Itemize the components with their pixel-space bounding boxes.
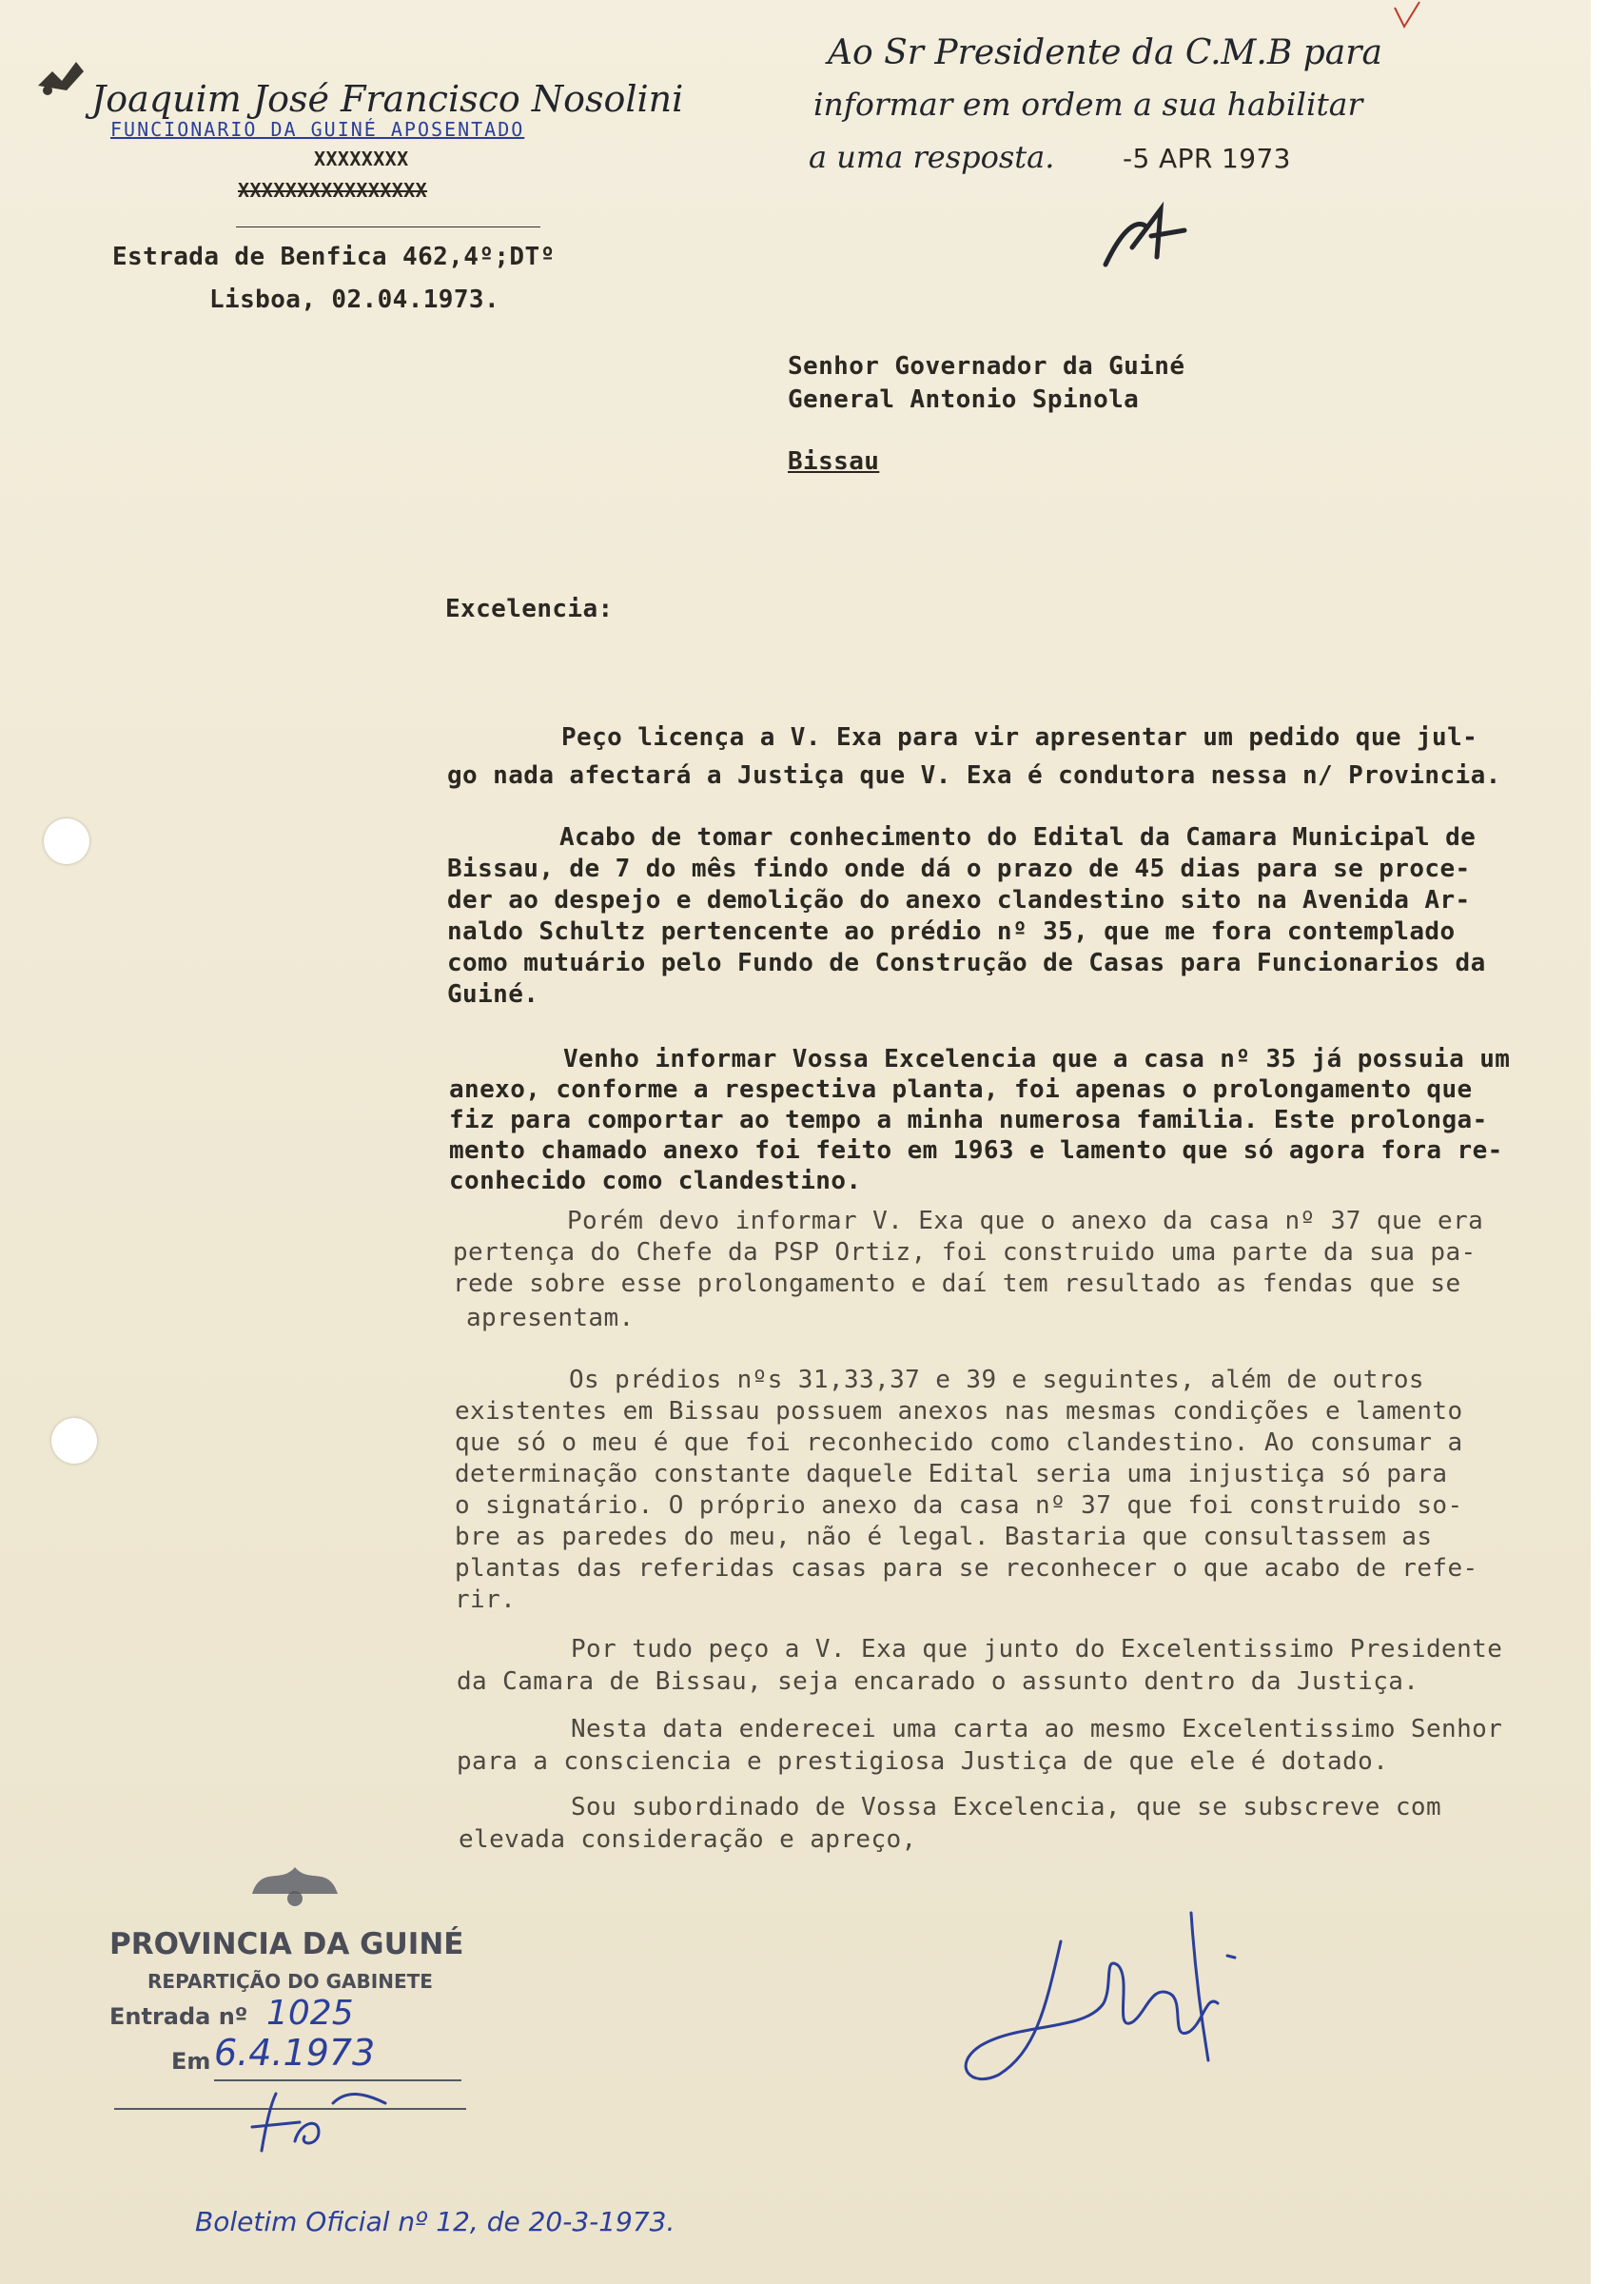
punch-hole-upper	[44, 818, 89, 864]
recipient-city: Bissau	[788, 447, 880, 476]
punch-hole-lower	[51, 1418, 97, 1464]
place-date: Lisboa, 02.04.1973.	[209, 286, 500, 314]
p8-line-2: elevada consideração e apreço,	[459, 1825, 917, 1854]
p5-line-3: que só o meu é que foi reconhecido como clandestino. Ao consumar a	[455, 1428, 1463, 1457]
p3-line-4: mento chamado anexo foi feito em 1963 e lamento que só agora fora re-	[449, 1136, 1503, 1165]
p2-line-2: Bissau, de 7 do mês findo onde dá o prazo de 45 dias para se proce-	[447, 855, 1471, 883]
p3-line-2: anexo, conforme a respectiva planta, foi apenas o prolongamento que	[449, 1075, 1473, 1104]
p2-line-1: Acabo de tomar conhecimento do Edital da Camara Municipal de	[559, 823, 1477, 852]
p3-line-5: conhecido como clandestino.	[449, 1167, 862, 1195]
p5-line-4: determinação constante daquele Edital seria uma injustiça só para	[455, 1460, 1448, 1488]
p5-line-2: existentes em Bissau possuem anexos nas mesmas condições e lamento	[455, 1397, 1463, 1426]
annotation-line-3: a uma resposta.	[809, 139, 1055, 175]
p4-line-1: Porém devo informar V. Exa que o anexo da casa nº 37 que era	[567, 1207, 1484, 1235]
p2-line-3: der ao despejo e demolição do anexo clandestino sito na Avenida Ar-	[447, 886, 1471, 915]
p5-line-8: rir.	[455, 1585, 517, 1614]
p2-line-4: naldo Schultz pertencente ao prédio nº 35, que me fora contemplado	[447, 917, 1456, 946]
stamp-signature-icon	[243, 2075, 404, 2160]
signature-icon	[942, 1889, 1284, 2108]
letterhead-name: Joaquim José Francisco Nosolini	[91, 78, 684, 120]
recipient-line-2: General Antonio Spinola	[788, 385, 1140, 414]
p1-line-1: Peço licença a V. Exa para vir apresentar um pedido que jul-	[561, 723, 1478, 752]
p1-line-2: go nada afectará a Justiça que V. Exa é condutora nessa n/ Provincia.	[447, 761, 1501, 790]
p4-line-4: apresentam.	[466, 1304, 635, 1332]
stamp-date-value: 6.4.1973	[214, 2032, 376, 2074]
p4-line-3: rede sobre esse prolongamento e daí tem resultado as fendas que se	[453, 1270, 1461, 1298]
p6-line-1: Por tudo peço a V. Exa que junto do Excelentissimo Presidente	[571, 1635, 1503, 1664]
p5-line-5: o signatário. O próprio anexo da casa nº 37 que foi construido so-	[455, 1491, 1463, 1520]
recipient-line-1: Senhor Governador da Guiné	[788, 352, 1185, 381]
emblem-icon	[243, 1856, 347, 1913]
date-stamp: -5 APR 1973	[1123, 143, 1291, 174]
p2-line-5: como mutuário pelo Fundo de Construção de Casas para Funcionarios da	[447, 949, 1486, 977]
stamp-entry-label: Entrada nº	[109, 2003, 248, 2030]
p5-line-6: bre as paredes do meu, não é legal. Bastaria que consultassem as	[455, 1523, 1433, 1551]
struck-line-2: XXXXXXXXXXXXXXXX	[238, 179, 428, 202]
p7-line-1: Nesta data enderecei uma carta ao mesmo Excelentissimo Senhor	[571, 1715, 1503, 1743]
p5-line-1: Os prédios nºs 31,33,37 e 39 e seguintes, além de outros	[569, 1366, 1424, 1394]
p3-line-1: Venho informar Vossa Excelencia que a casa nº 35 já possuia um	[563, 1045, 1511, 1073]
p7-line-2: para a consciencia e prestigiosa Justiça de que ele é dotado.	[457, 1747, 1389, 1776]
letterhead-subtitle: FUNCIONARIO DA GUINÉ APOSENTADO	[110, 118, 525, 141]
p3-line-3: fiz para comportar ao tempo a minha numerosa familia. Este prolonga-	[449, 1106, 1488, 1134]
p6-line-2: da Camara de Bissau, seja encarado o assunto dentro da Justiça.	[457, 1667, 1419, 1696]
initials-mark-icon	[1094, 190, 1199, 276]
p2-line-6: Guiné.	[447, 980, 539, 1009]
scan-margin	[1591, 0, 1624, 2284]
letterhead-rule	[236, 226, 540, 227]
p8-line-1: Sou subordinado de Vossa Excelencia, que se subscreve com	[571, 1793, 1442, 1821]
struck-line-1: XXXXXXXX	[314, 148, 409, 170]
p5-line-7: plantas das referidas casas para se reconhecer o que acabo de refe-	[455, 1554, 1478, 1583]
stamp-date-label: Em	[171, 2048, 211, 2075]
stamp-line-2: REPARTIÇÃO DO GABINETE	[147, 1970, 433, 1993]
stamp-line-1: PROVINCIA DA GUINÉ	[109, 1927, 464, 1961]
salutation: Excelencia:	[445, 595, 614, 623]
checkmark-icon	[1389, 0, 1427, 38]
p4-line-2: pertença do Chefe da PSP Ortiz, foi construido uma parte da sua pa-	[453, 1238, 1477, 1267]
annotation-line-1: Ao Sr Presidente da C.M.B para	[828, 33, 1382, 72]
stamp-entry-number: 1025	[266, 1994, 354, 2033]
address: Estrada de Benfica 462,4º;DTº	[112, 243, 556, 271]
annotation-line-2: informar em ordem a sua habilitar	[813, 86, 1363, 123]
footer-note: Boletim Oficial nº 12, de 20-3-1973.	[195, 2206, 675, 2237]
